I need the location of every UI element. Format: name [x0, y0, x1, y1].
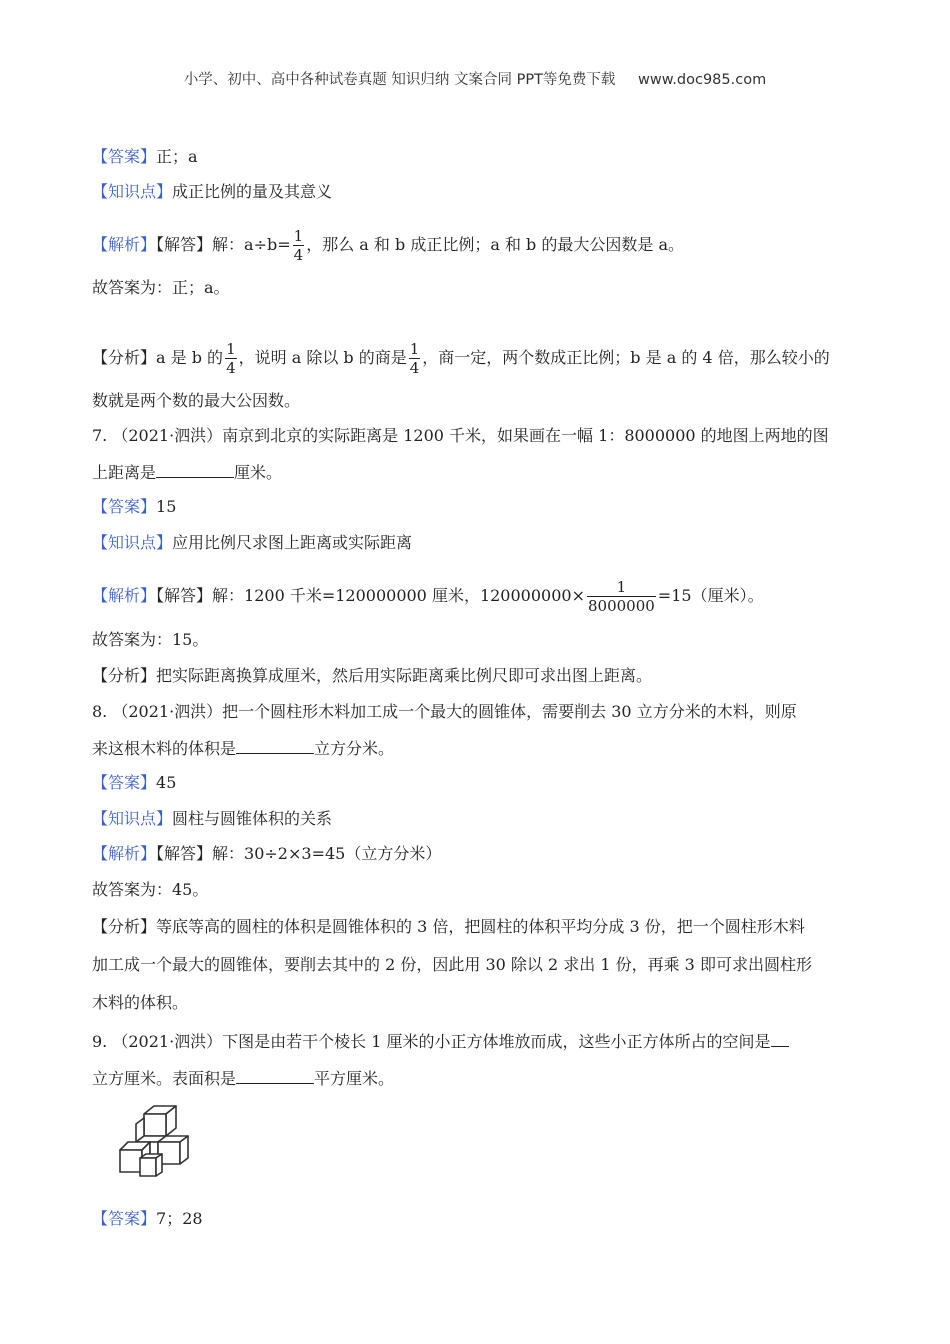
- q7-solution-line: [92, 578, 764, 615]
- q6-sol-b: ，那么 a 和 b 成正比例；a 和 b 的最大公因数是 a。: [306, 235, 684, 254]
- q9-answer-line: [92, 1208, 203, 1230]
- q9-stem-a: 9. （2021·泗洪）下图是由若干个棱长 1 厘米的小正方体堆放而成，这些小正方体所占的空间是: [92, 1032, 771, 1051]
- q8-stem-c: 立方分米。: [314, 739, 395, 758]
- explain-tag: 【分析】: [92, 348, 157, 367]
- answer-tag: 【答案】: [92, 497, 157, 516]
- q8-explain-c: 木料的体积。: [92, 993, 189, 1012]
- q9-blank-1: [771, 1030, 789, 1047]
- q7-fraction: $\frac{1}{8000000}$: [587, 578, 655, 615]
- q6-explain-frac-1: $\frac{1}{4}$: [226, 340, 236, 377]
- q6-knowledge: 成正比例的量及其意义: [172, 182, 333, 201]
- q8-answer: 45: [156, 773, 177, 792]
- q7-explain-line: [92, 665, 652, 687]
- explain-tag: 【分析】: [92, 917, 157, 936]
- q7-stem-a: 7. （2021·泗洪）南京到北京的实际距离是 1200 千米，如果画在一幅 1：8000000 的地图上两地的图: [92, 426, 829, 445]
- q6-fraction: $\frac{1}{4}$: [293, 227, 304, 264]
- q7-sol-b: =15（厘米）。: [657, 586, 764, 605]
- q6-explain-frac-2: $\frac{1}{4}$: [409, 340, 420, 377]
- q8-knowledge-line: [92, 808, 332, 830]
- answer-tag: 【答案】: [92, 147, 157, 166]
- q8-stem-b: 来这根木料的体积是: [92, 739, 237, 758]
- analysis-tag: 【解析】: [92, 844, 157, 863]
- q8-explain-line: [92, 916, 805, 938]
- q9-stem-b: 立方厘米。表面积是: [92, 1069, 237, 1088]
- page-header: [0, 68, 950, 89]
- analysis-tag: 【解析】: [92, 586, 157, 605]
- cube-stack-drawing: [106, 1098, 196, 1180]
- q7-final: 故答案为：15。: [92, 630, 209, 649]
- q8-explain-a: 等底等高的圆柱的体积是圆锥体积的 3 倍，把圆柱的体积平均分成 3 份，把一个圆柱形木料: [156, 917, 805, 936]
- q6-knowledge-line: [92, 181, 332, 203]
- q6-explain-a: a 是 b 的: [156, 348, 224, 367]
- knowledge-tag: 【知识点】: [92, 533, 173, 552]
- q7-stem-c: 厘米。: [234, 463, 283, 482]
- q8-sol: 解：30÷2×3=45（立方分米）: [212, 844, 442, 863]
- q9-stem-c: 平方厘米。: [314, 1069, 395, 1088]
- solution-tag: 【解答】: [156, 586, 213, 605]
- q7-explain: 把实际距离换算成厘米，然后用实际距离乘比例尺即可求出图上距离。: [156, 666, 653, 685]
- answer-tag: 【答案】: [92, 773, 157, 792]
- answer-tag: 【答案】: [92, 1209, 157, 1228]
- q8-stem-b-line: [92, 737, 394, 760]
- q6-final: 故答案为：正；a。: [92, 278, 230, 297]
- cube-stack-figure: [106, 1098, 196, 1184]
- header-text: 小学、初中、高中各种试卷真题 知识归纳 文案合同 PPT等免费下载: [183, 72, 616, 88]
- knowledge-tag: 【知识点】: [92, 809, 173, 828]
- q7-knowledge-line: [92, 532, 412, 554]
- q8-final: 故答案为：45。: [92, 880, 209, 899]
- q8-stem-a: 8. （2021·泗洪）把一个圆柱形木料加工成一个最大的圆锥体，需要削去 30 立方分米的木料，则原: [92, 702, 797, 721]
- solution-tag: 【解答】: [156, 844, 213, 863]
- q7-sol-a: 解：1200 千米=120000000 厘米，120000000×: [212, 586, 585, 605]
- q9-blank-2: [236, 1067, 314, 1084]
- q9-stem-b-line: [92, 1067, 394, 1090]
- q6-explain-b: ，说明 a 除以 b 的商是: [238, 348, 407, 367]
- q6-answer: 正；a: [156, 147, 198, 166]
- q7-stem-b: 上距离是: [92, 463, 157, 482]
- q7-answer-line: [92, 496, 176, 518]
- q7-knowledge: 应用比例尺求图上距离或实际距离: [172, 533, 413, 552]
- q9-answer: 7；28: [156, 1209, 203, 1228]
- q7-blank: [156, 461, 234, 478]
- q7-stem-b-line: [92, 461, 282, 484]
- analysis-tag: 【解析】: [92, 235, 157, 254]
- q6-solution-line: [92, 227, 684, 264]
- q8-explain-b: 加工成一个最大的圆锥体，要削去其中的 2 份，因此用 30 除以 2 求出 1 份，再乘 3 即可求出圆柱形: [92, 955, 812, 974]
- q8-blank: [236, 737, 314, 754]
- q9-stem-a-line: [92, 1030, 789, 1053]
- knowledge-tag: 【知识点】: [92, 182, 173, 201]
- q8-solution-line: [92, 843, 441, 865]
- q6-explain-c: ，商一定，两个数成正比例；b 是 a 的 4 倍，那么较小的: [422, 348, 830, 367]
- q6-explain-line: [92, 340, 830, 377]
- q8-answer-line: [92, 772, 176, 794]
- q6-answer-line: [92, 146, 198, 168]
- q6-sol-a: 解：a÷b=: [212, 235, 291, 254]
- q8-knowledge: 圆柱与圆锥体积的关系: [172, 809, 333, 828]
- solution-tag: 【解答】: [156, 235, 213, 254]
- q6-explain-d: 数就是两个数的最大公因数。: [92, 391, 301, 410]
- header-site: www.doc985.com: [638, 72, 767, 88]
- q7-answer: 15: [156, 497, 177, 516]
- explain-tag: 【分析】: [92, 666, 157, 685]
